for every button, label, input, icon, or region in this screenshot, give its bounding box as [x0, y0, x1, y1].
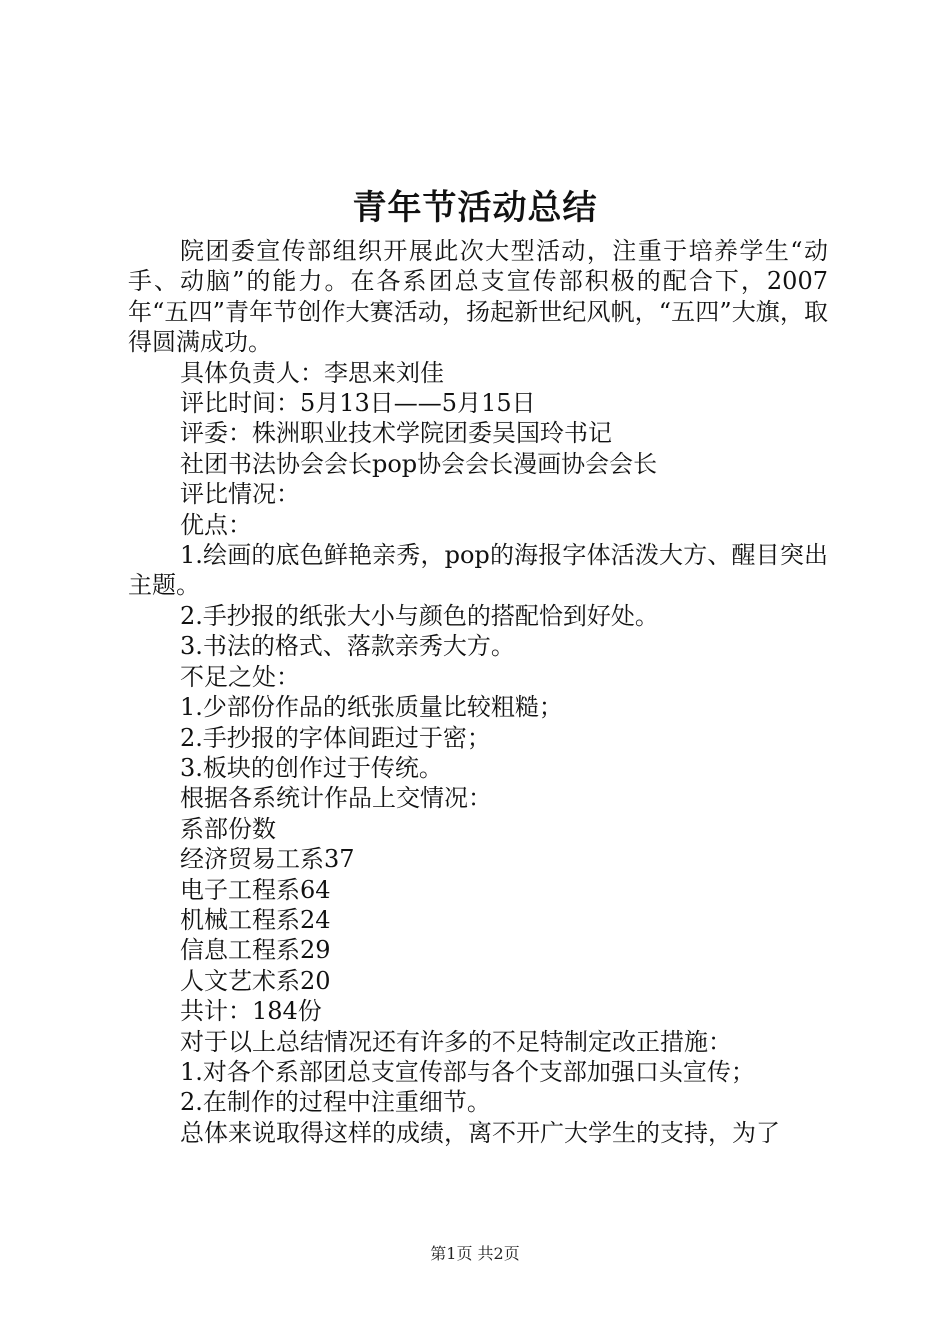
paragraph-stats-humanities: 人文艺术系20 [180, 966, 331, 995]
paragraph-weaknesses-heading: 不足之处： [180, 662, 300, 691]
paragraph-stats-information: 信息工程系29 [180, 936, 331, 965]
paragraph-judges-clubs: 社团书法协会会长pop协会会长漫画协会会长 [180, 449, 658, 478]
page-number-footer: 第1页 共2页 [430, 1244, 520, 1263]
paragraph-stats-electronics: 电子工程系64 [180, 875, 331, 904]
paragraph-submission-stats: 根据各系统计作品上交情况： [180, 784, 492, 813]
paragraph-conclusion: 总体来说取得这样的成绩，离不开广大学生的支持，为了 [180, 1118, 780, 1147]
paragraph-judging-status: 评比情况： [180, 480, 300, 509]
paragraph-responsible: 具体负责人：李思来刘佳 [180, 358, 444, 387]
paragraph-strength-2: 2.手抄报的纸张大小与颜色的搭配恰到好处。 [180, 601, 659, 630]
paragraph-strength-1: 1.绘画的底色鲜艳亲秀，pop的海报字体活泼大方、醒目突出主题。 [128, 541, 828, 600]
paragraph-stats-header: 系部份数 [180, 814, 276, 843]
paragraph-strength-3: 3.书法的格式、落款亲秀大方。 [180, 632, 515, 661]
paragraph-improvement-1: 1.对各个系部团总支宣传部与各个支部加强口头宣传； [180, 1057, 755, 1086]
paragraph-stats-total: 共计：184份 [180, 997, 322, 1026]
paragraph-judges: 评委：株洲职业技术学院团委吴国玲书记 [180, 419, 612, 448]
paragraph-intro: 院团委宣传部组织开展此次大型活动，注重于培养学生“动手、动脑”的能力。在各系团总支宣传部积极的配合下，2007年“五四”青年节创作大赛活动，扬起新世纪风帆，“五四”大旗，取得圆满成功。 [128, 237, 828, 357]
paragraph-stats-mechanical: 机械工程系24 [180, 905, 331, 934]
document-body [128, 236, 828, 1148]
document-title: 青年节活动总结 [352, 188, 598, 228]
paragraph-improvements-heading: 对于以上总结情况还有许多的不足特制定改正措施： [180, 1027, 732, 1056]
paragraph-weakness-1: 1.少部份作品的纸张质量比较粗糙； [180, 693, 563, 722]
paragraph-weakness-3: 3.板块的创作过于传统。 [180, 753, 443, 782]
paragraph-strengths-heading: 优点： [180, 510, 252, 539]
paragraph-improvement-2: 2.在制作的过程中注重细节。 [180, 1088, 491, 1117]
paragraph-stats-economics: 经济贸易工系37 [180, 845, 355, 874]
paragraph-judging-time: 评比时间：5月13日——5月15日 [180, 389, 536, 418]
paragraph-weakness-2: 2.手抄报的字体间距过于密； [180, 723, 491, 752]
